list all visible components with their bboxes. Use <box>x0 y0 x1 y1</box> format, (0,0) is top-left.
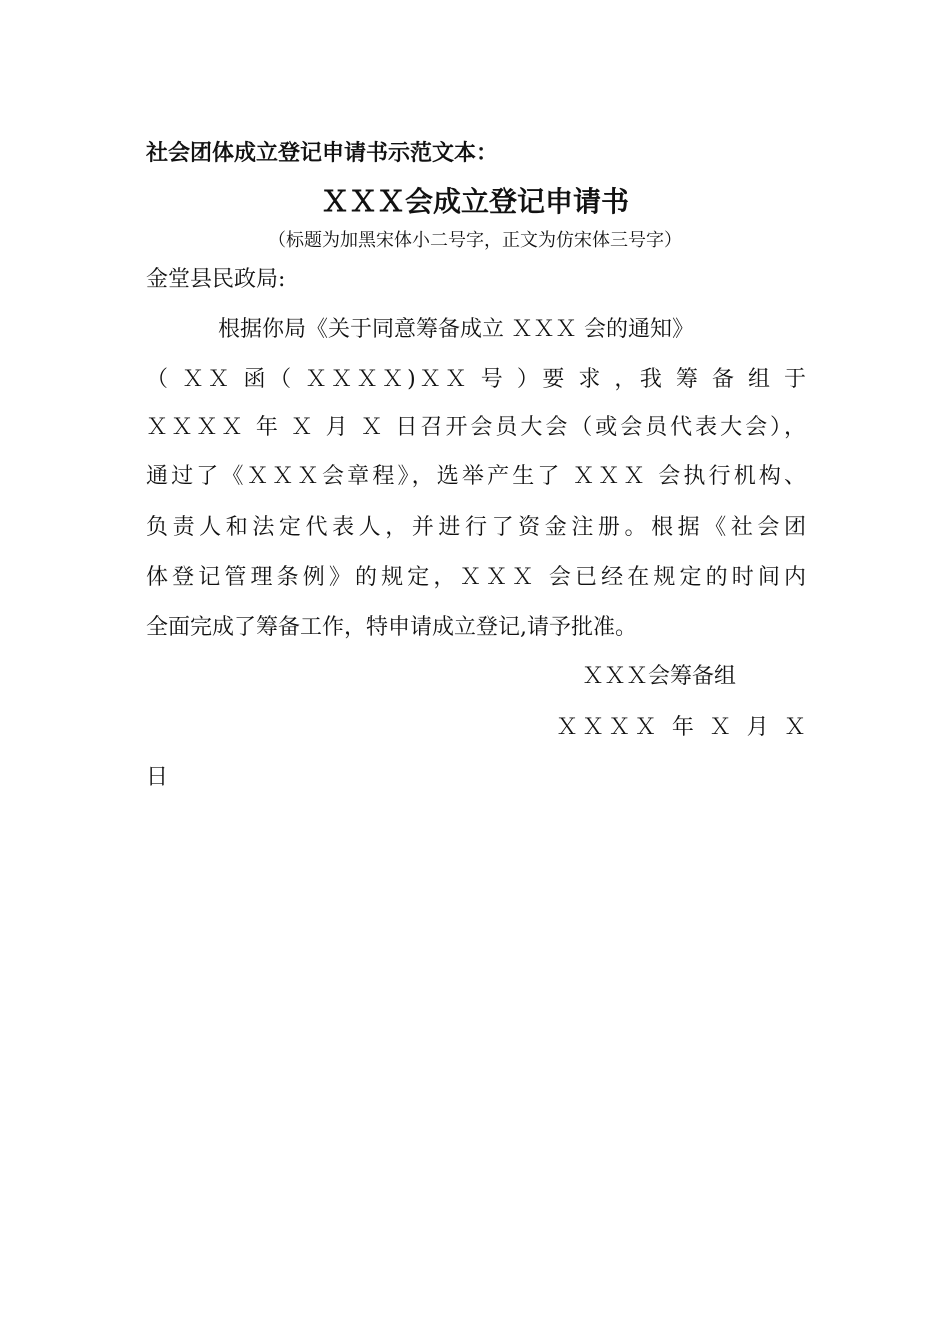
date-line: ＸＸＸＸ 年 Ｘ 月 Ｘ <box>556 715 806 740</box>
document-title: ＸＸＸ会成立登记申请书 <box>320 185 629 218</box>
body-line-7: 全面完成了筹备工作，特申请成立登记,请予批准。 <box>146 615 637 640</box>
document-heading: 社会团体成立登记申请书示范文本： <box>146 141 499 166</box>
date-line-continuation: 日 <box>146 765 169 790</box>
signature-line: ＸＸＸ会筹备组 <box>582 664 737 689</box>
body-line-5: 负责人和法定代表人，并进行了资金注册。根据《社会团 <box>146 515 806 540</box>
body-line-1: 根据你局《关于同意筹备成立 ＸＸＸ 会的通知》 <box>218 317 694 342</box>
body-line-4: 通过了《ＸＸＸ会章程》，选举产生了 ＸＸＸ 会执行机构、 <box>146 464 806 489</box>
title-format-note: （标题为加黑宋体小二号字，正文为仿宋体三号字） <box>268 230 682 251</box>
recipient-line: 金堂县民政局: <box>146 267 286 292</box>
body-line-2: （ ＸＸ 函（ ＸＸＸＸ)ＸＸ 号 ）要 求 ，我 筹 备 组 于 <box>146 367 806 392</box>
body-line-6: 体登记管理条例》的规定，ＸＸＸ 会已经在规定的时间内 <box>146 565 806 590</box>
body-line-3: ＸＸＸＸ 年 Ｘ 月 Ｘ 日召开会员大会（或会员代表大会）， <box>146 415 806 440</box>
